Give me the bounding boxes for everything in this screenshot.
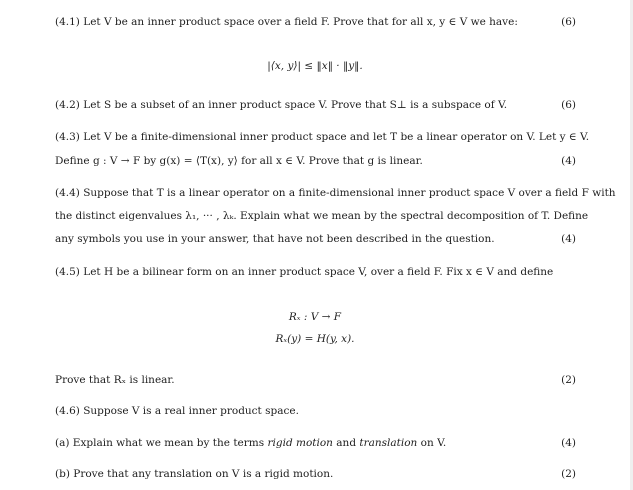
question-4-6a-prefix: (a) Explain what we mean by the terms xyxy=(55,437,268,449)
question-4-5-marks: (2) xyxy=(561,374,576,386)
question-4-5-formula-def: Rₓ(y) = H(y, x). xyxy=(275,333,355,345)
question-4-1-marks: (6) xyxy=(561,16,576,28)
question-4-6a-mid: and xyxy=(332,437,360,449)
question-4-1-text: (4.1) Let V be an inner product space over a field F. Prove that for all x, y ∈ V we have: xyxy=(55,16,518,28)
question-4-5-formula-map: Rₓ : V → F xyxy=(288,311,342,323)
question-4-4-marks: (4) xyxy=(561,233,576,245)
question-4-4-line2: the distinct eigenvalues λ₁, ··· , λₖ. Explain what we mean by the spectral decomposition of T. Define xyxy=(55,210,589,222)
question-4-3-line2: Define g : V → F by g(x) = ⟨T(x), y⟩ for all x ∈ V. Prove that g is linear. xyxy=(55,155,423,167)
question-4-3-line1: (4.3) Let V be a finite-dimensional inner product space and let T be a linear operator on V. Let y ∈ V. xyxy=(55,131,590,143)
question-4-4-line3: any symbols you use in your answer, that have not been described in the question. xyxy=(55,233,495,245)
question-4-2-text: (4.2) Let S be a subset of an inner product space V. Prove that S⊥ is a subspace of V. xyxy=(55,99,508,111)
question-4-6a-marks: (4) xyxy=(561,437,576,449)
question-4-6a-suffix: on V. xyxy=(417,437,447,449)
question-4-4-line1: (4.4) Suppose that T is a linear operator on a finite-dimensional inner product space V over a field F with xyxy=(55,187,616,199)
question-4-5-line1: (4.5) Let H be a bilinear form on an inner product space V, over a field F. Fix x ∈ V and define xyxy=(55,266,554,278)
question-4-6a-text xyxy=(55,435,580,451)
question-4-6b-marks: (2) xyxy=(561,468,576,480)
question-4-6-intro: (4.6) Suppose V is a real inner product space. xyxy=(55,405,299,417)
question-4-5-line2: Prove that Rₓ is linear. xyxy=(55,374,175,386)
question-4-2-marks: (6) xyxy=(561,99,576,111)
question-4-6b-text: (b) Prove that any translation on V is a rigid motion. xyxy=(55,468,334,480)
term-rigid-motion: rigid motion xyxy=(267,437,333,449)
question-4-1-formula: |⟨x, y⟩| ≤ ‖x‖ · ‖y‖. xyxy=(267,60,363,72)
term-translation: translation xyxy=(359,437,418,449)
question-4-3-marks: (4) xyxy=(561,155,576,167)
